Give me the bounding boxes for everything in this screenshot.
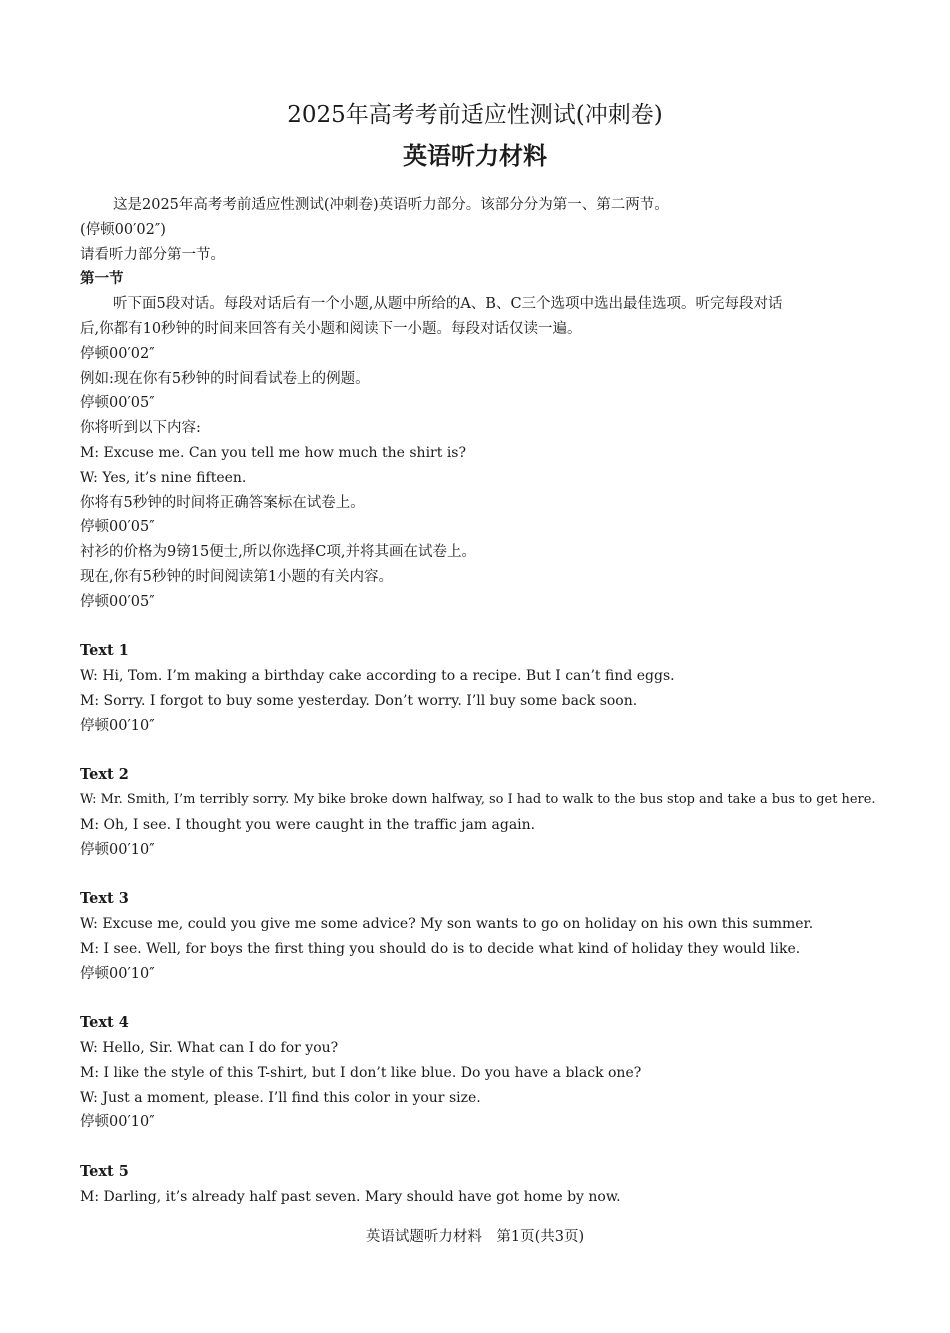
dialogue-line: M: I like the style of this T-shirt, but I don’t like blue. Do you have a black one?: [80, 1064, 642, 1081]
pause-note: 停顿00′10″: [80, 717, 155, 734]
dialogue-line: W: Yes, it’s nine fifteen.: [80, 469, 247, 486]
spacer: [80, 739, 880, 764]
example-line: 你将听到以下内容:: [80, 420, 201, 437]
dialogue-line: W: Hello, Sir. What can I do for you?: [80, 1040, 339, 1057]
pause-note: 停顿00′02″: [80, 345, 155, 362]
text-heading: Text 1: [80, 642, 129, 660]
document-title: 2025年高考考前适应性测试(冲刺卷): [287, 102, 663, 128]
spacer: [80, 1135, 880, 1160]
spacer: [80, 987, 880, 1012]
text-heading: Text 3: [80, 890, 129, 908]
text-heading: Text 2: [80, 766, 129, 784]
instruction-line: 后,你都有10秒钟的时间来回答有关小题和阅读下一小题。每段对话仅读一遍。: [80, 320, 582, 337]
pause-note: 停顿00′10″: [80, 1114, 155, 1131]
text-heading: Text 4: [80, 1014, 129, 1032]
spacer: [80, 863, 880, 888]
document-subtitle: 英语听力材料: [403, 142, 547, 170]
dialogue-line: M: Oh, I see. I thought you were caught in the traffic jam again.: [80, 816, 536, 833]
pause-note: 停顿00′05″: [80, 593, 155, 610]
pause-note: (停顿00′02″): [80, 221, 166, 238]
dialogue-line: M: Sorry. I forgot to buy some yesterday. Don’t worry. I’ll buy some back soon.: [80, 692, 638, 709]
pause-note: 停顿00′10″: [80, 965, 155, 982]
section-heading: 第一节: [80, 271, 124, 288]
pause-note: 停顿00′05″: [80, 519, 155, 536]
example-line: 你将有5秒钟的时间将正确答案标在试卷上。: [80, 494, 365, 511]
intro-line: 请看听力部分第一节。: [80, 246, 225, 263]
dialogue-line: W: Hi, Tom. I’m making a birthday cake according to a recipe. But I can’t find eggs.: [80, 668, 675, 685]
pause-note: 停顿00′10″: [80, 841, 155, 858]
page-footer: 英语试题听力材料 第1页(共3页): [365, 1229, 585, 1245]
dialogue-line: M: Excuse me. Can you tell me how much the shirt is?: [80, 444, 466, 461]
text-heading: Text 5: [80, 1163, 129, 1181]
document-body: [80, 193, 880, 1210]
pause-note: 停顿00′05″: [80, 395, 155, 412]
example-line: 衬衫的价格为9镑15便士,所以你选择C项,并将其画在试卷上。: [80, 544, 476, 561]
instruction-line: 听下面5段对话。每段对话后有一个小题,从题中所给的A、B、C三个选项中选出最佳选项。听完每段对话: [113, 296, 783, 313]
dialogue-line: W: Excuse me, could you give me some advice? My son wants to go on holiday on his own this summer.: [80, 916, 814, 933]
dialogue-line: M: I see. Well, for boys the first thing you should do is to decide what kind of holiday they would like.: [80, 940, 801, 957]
spacer: [80, 615, 880, 640]
intro-line: 这是2025年高考考前适应性测试(冲刺卷)英语听力部分。该部分分为第一、第二两节。: [113, 197, 669, 213]
example-line: 现在,你有5秒钟的时间阅读第1小题的有关内容。: [80, 568, 394, 585]
example-line: 例如:现在你有5秒钟的时间看试卷上的例题。: [80, 370, 370, 387]
dialogue-line: W: Just a moment, please. I’ll find this color in your size.: [80, 1089, 481, 1106]
dialogue-line: W: Mr. Smith, I’m terribly sorry. My bike broke down halfway, so I had to walk to the bus stop and take a bus to get here.: [80, 792, 876, 808]
dialogue-line: M: Darling, it’s already half past seven. Mary should have got home by now.: [80, 1188, 621, 1205]
